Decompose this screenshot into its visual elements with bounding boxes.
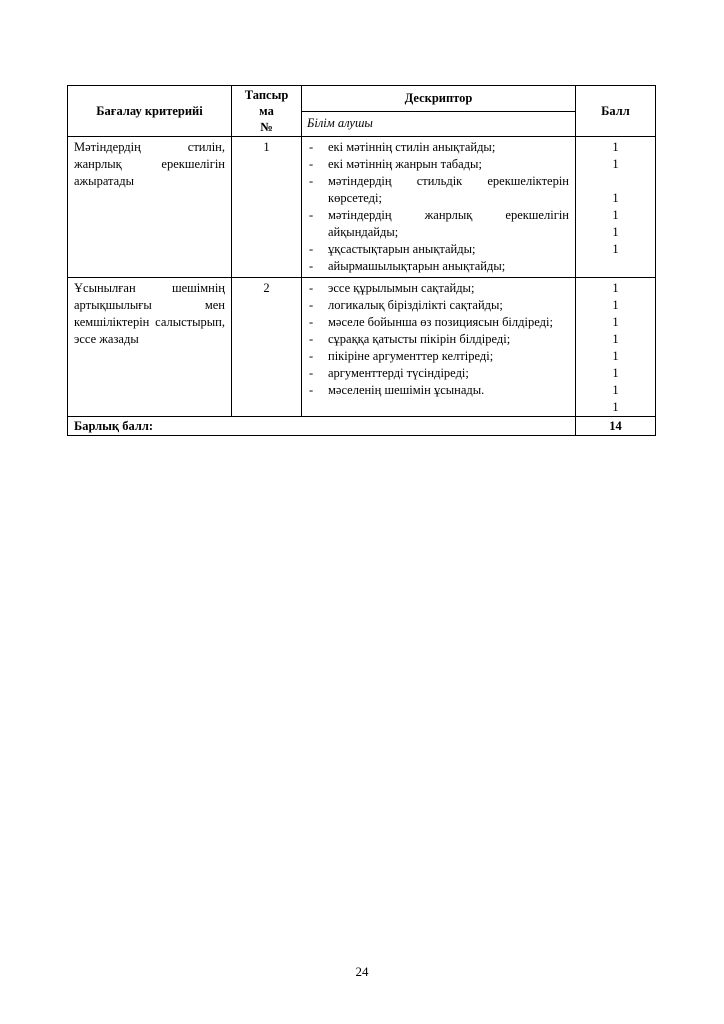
- criteria-cell: Мәтіндердің стилін, жанрлық ерекшелігін ажыратады: [68, 137, 232, 278]
- header-row: [68, 86, 656, 112]
- descriptor-item: - мәселе бойынша өз позициясын білдіреді;: [306, 314, 569, 331]
- score-value: 1: [612, 332, 619, 346]
- total-row: [68, 417, 656, 436]
- descriptor-item: - мәтіндердің стильдік ерекшеліктерін көрсетеді;: [306, 173, 569, 207]
- score-value: 1: [612, 281, 619, 295]
- header-descriptor: Дескриптор: [302, 86, 576, 112]
- descriptor-item: - ұқсастықтарын анықтайды;: [306, 241, 569, 258]
- score-cell: [576, 278, 656, 417]
- descriptor-item: - екі мәтіннің стилін анықтайды;: [306, 139, 569, 156]
- total-label: Барлық балл:: [68, 417, 576, 436]
- header-criteria: Бағалау критерийі: [68, 86, 232, 137]
- score-value: 1: [612, 157, 619, 171]
- task-number-cell: 2: [232, 278, 302, 417]
- score-value: 1: [612, 140, 619, 154]
- score-value: 1: [612, 225, 619, 239]
- descriptor-item: - эссе құрылымын сақтайды;: [306, 280, 569, 297]
- score-value: 1: [612, 400, 619, 414]
- header-task-line-1: Тапсыр: [244, 88, 289, 102]
- score-value: 1: [612, 298, 619, 312]
- descriptor-item: - аргументтерді түсіндіреді;: [306, 365, 569, 382]
- header-task-line-3: №: [260, 120, 273, 134]
- descriptor-cell: [302, 137, 576, 278]
- descriptor-item: - сұраққа қатысты пікірін білдіреді;: [306, 331, 569, 348]
- table-row: [68, 278, 656, 417]
- score-value: 1: [612, 366, 619, 380]
- header-task-line-2: ма: [259, 104, 274, 118]
- descriptor-list: [306, 139, 569, 275]
- score-value: 1: [612, 242, 619, 256]
- criteria-cell: Ұсынылған шешімнің артықшылығы мен кемшіліктерін салыстырып, эссе жазады: [68, 278, 232, 417]
- descriptor-item: - мәселенің шешімін ұсынады.: [306, 382, 569, 399]
- header-descriptor-subtitle: Білім алушы: [302, 111, 576, 137]
- score-value: 1: [612, 315, 619, 329]
- page-number: 24: [355, 964, 369, 979]
- score-value: 1: [612, 208, 619, 222]
- score-value: 1: [612, 383, 619, 397]
- descriptor-item: - екі мәтіннің жанрын табады;: [306, 156, 569, 173]
- task-number-cell: 1: [232, 137, 302, 278]
- descriptor-item: - айырмашылықтарын анықтайды;: [306, 258, 569, 275]
- total-score: 14: [576, 417, 656, 436]
- score-cell: [576, 137, 656, 278]
- header-score: Балл: [576, 86, 656, 137]
- table-row: [68, 137, 656, 278]
- score-value: [582, 173, 649, 190]
- descriptor-list: [306, 280, 569, 399]
- score-value: 1: [612, 349, 619, 363]
- descriptor-item: - логикалық бірізділікті сақтайды;: [306, 297, 569, 314]
- descriptor-item: - пікіріне аргументтер келтіреді;: [306, 348, 569, 365]
- score-value: 1: [612, 191, 619, 205]
- header-task-number: [232, 86, 302, 137]
- descriptor-cell: [302, 278, 576, 417]
- assessment-rubric-table: [67, 85, 656, 436]
- descriptor-item: - мәтіндердің жанрлық ерекшелігін айқындайды;: [306, 207, 569, 241]
